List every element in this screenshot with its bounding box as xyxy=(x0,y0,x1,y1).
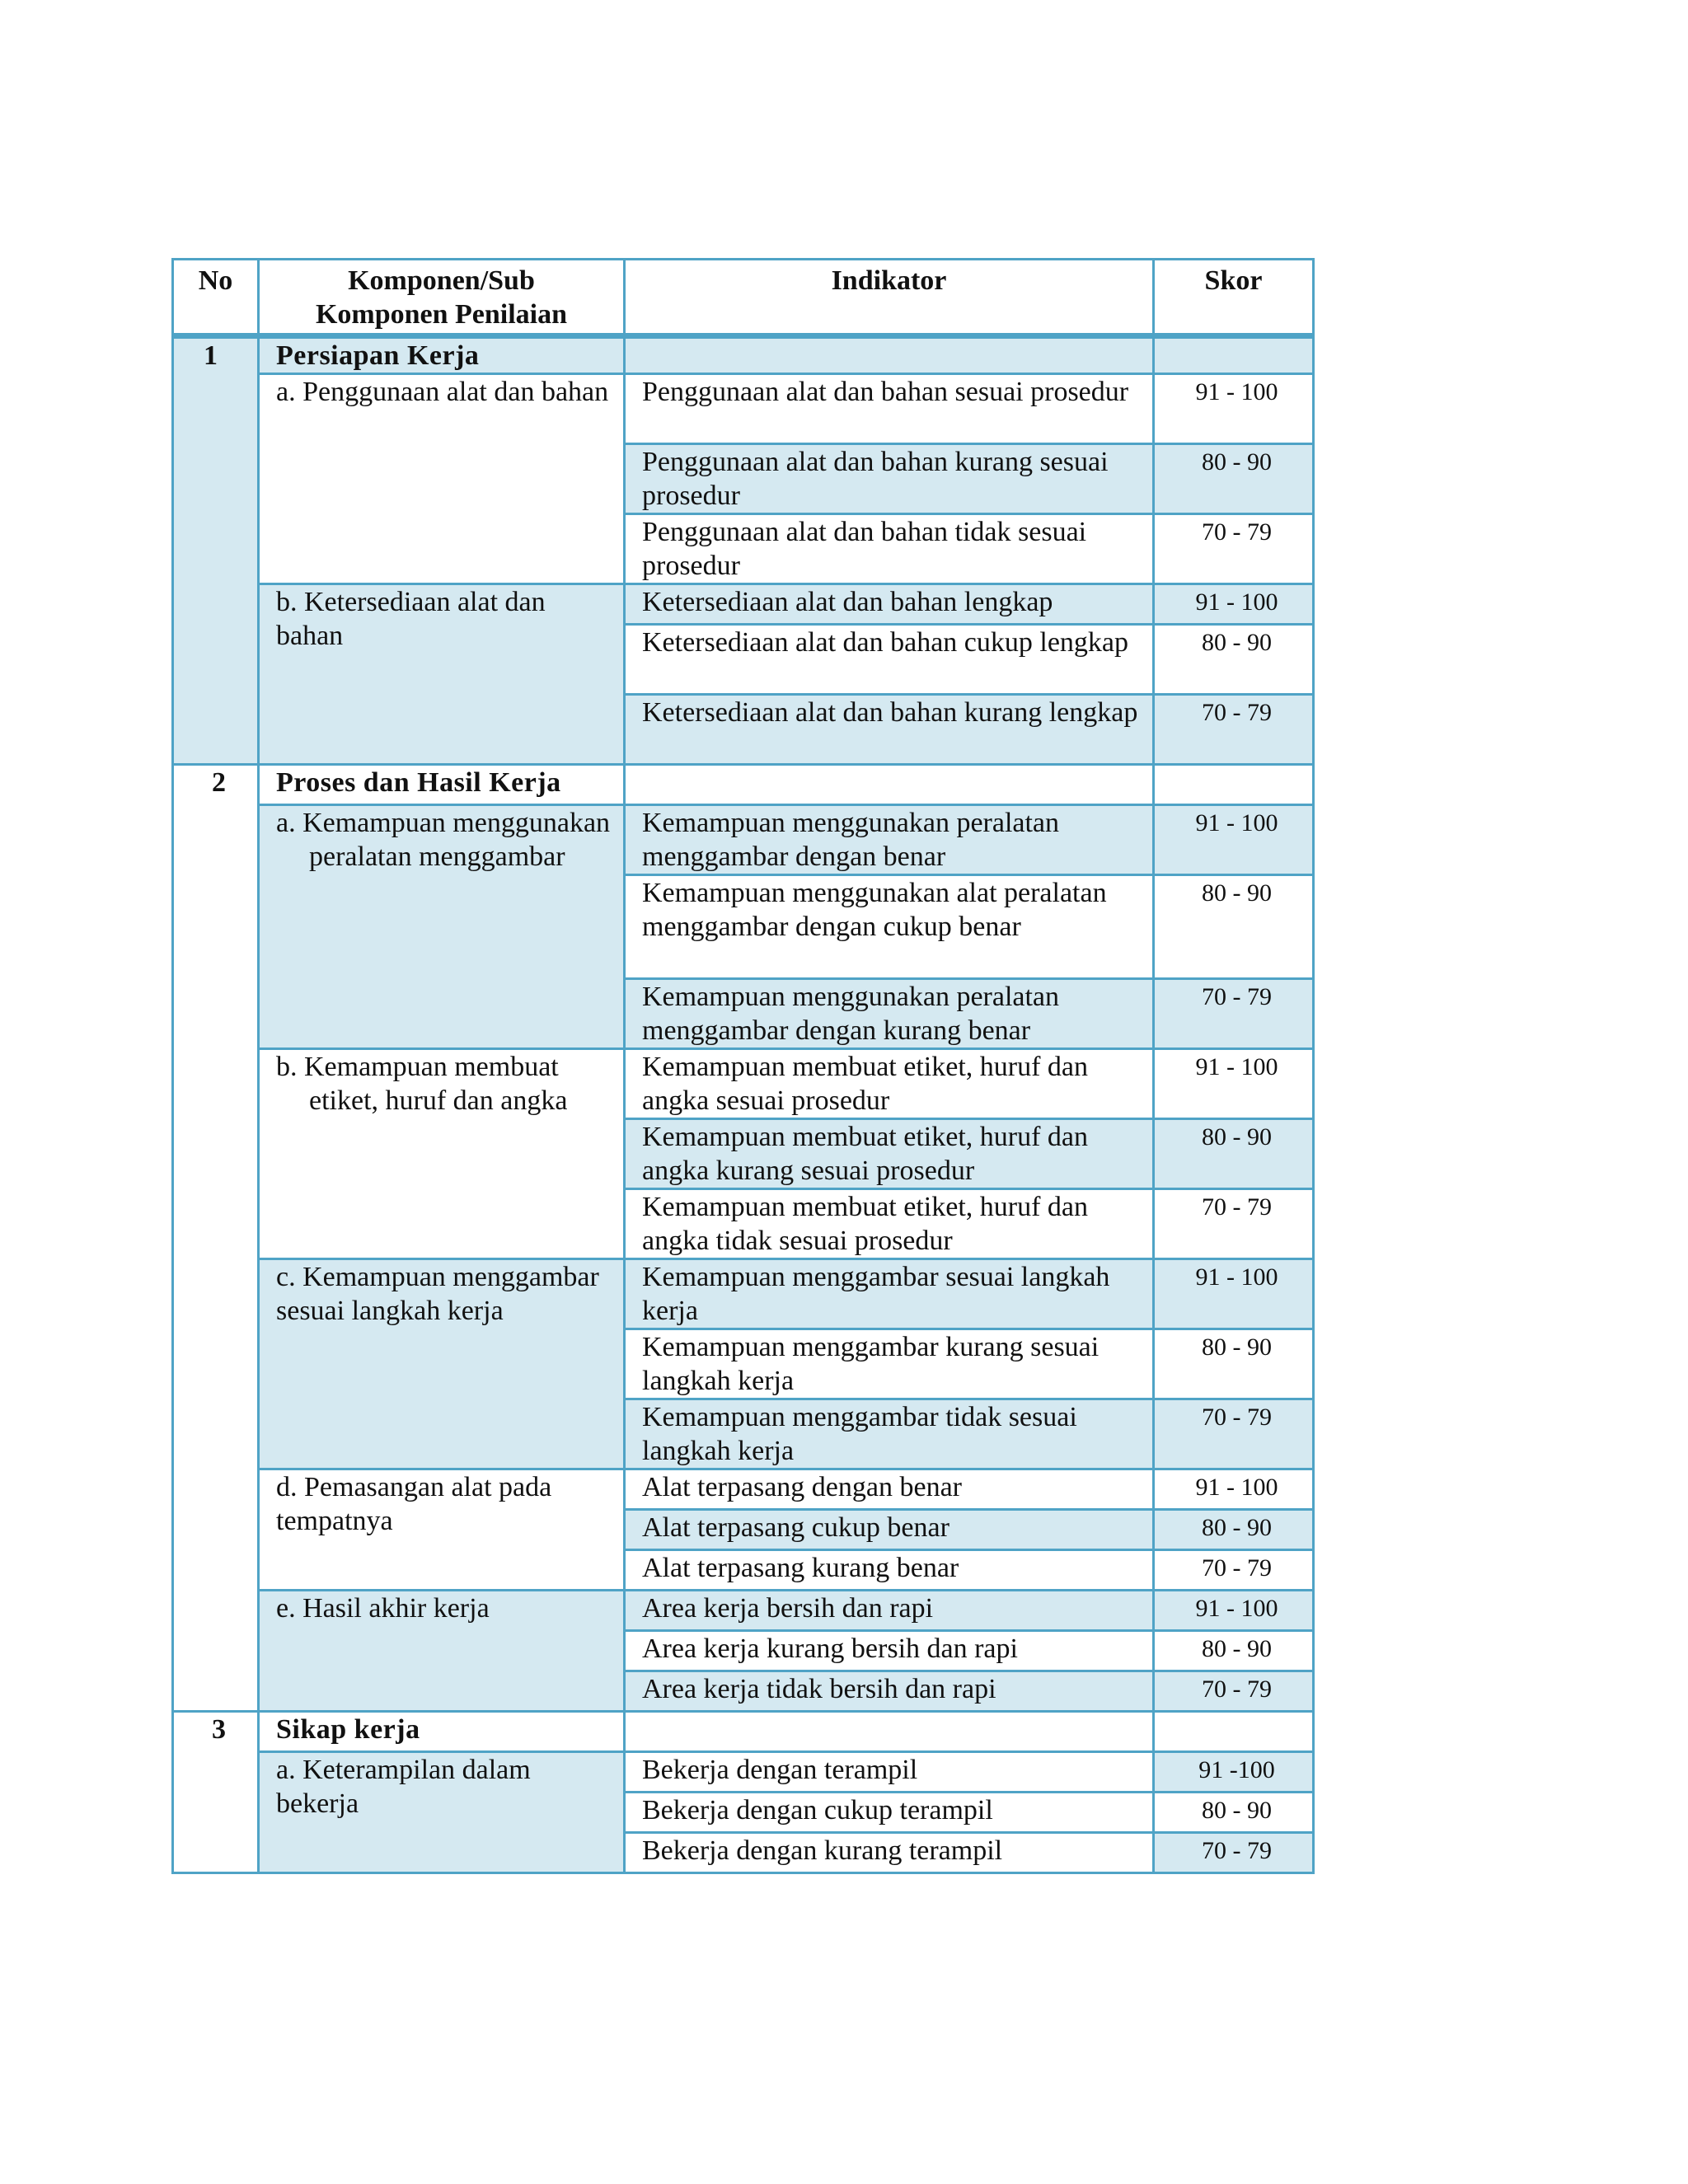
skor-cell: 91 - 100 xyxy=(1154,584,1314,625)
header-indikator: Indikator xyxy=(625,260,1154,336)
skor-cell: 70 - 79 xyxy=(1154,1833,1314,1873)
section-indikator-empty xyxy=(625,1712,1154,1752)
section-number-text: 3 xyxy=(212,1714,226,1745)
sub-component-label: a. Kemampuan menggunakan peralatan menggambar xyxy=(276,808,611,872)
skor-cell: 80 - 90 xyxy=(1154,625,1314,695)
skor-cell: 91 - 100 xyxy=(1154,1591,1314,1631)
sub-component xyxy=(259,1469,625,1591)
section-number xyxy=(173,336,259,765)
table-row xyxy=(173,1591,1314,1631)
indikator-cell: Penggunaan alat dan bahan sesuai prosedur xyxy=(625,374,1154,444)
sub-component xyxy=(259,1049,625,1259)
sub-component-label: d. Pemasangan alat pada tempatnya xyxy=(276,1472,552,1536)
skor-cell: 70 - 79 xyxy=(1154,1189,1314,1259)
table-row xyxy=(173,805,1314,875)
indikator-cell: Alat terpasang dengan benar xyxy=(625,1469,1154,1510)
skor-cell: 91 - 100 xyxy=(1154,805,1314,875)
skor-cell: 70 - 79 xyxy=(1154,1671,1314,1712)
skor-cell: 80 - 90 xyxy=(1154,1510,1314,1550)
sub-component xyxy=(259,1591,625,1712)
table-row xyxy=(173,584,1314,625)
skor-cell: 70 - 79 xyxy=(1154,1550,1314,1591)
skor-cell: 70 - 79 xyxy=(1154,695,1314,765)
header-komponen xyxy=(259,260,625,336)
indikator-cell: Kemampuan membuat etiket, huruf dan angka sesuai prosedur xyxy=(625,1049,1154,1119)
section-title: Sikap kerja xyxy=(259,1712,625,1752)
header-no: No xyxy=(173,260,259,336)
indikator-cell: Ketersediaan alat dan bahan kurang lengkap xyxy=(625,695,1154,765)
sub-component xyxy=(259,1752,625,1873)
indikator-cell: Kemampuan membuat etiket, huruf dan angka tidak sesuai prosedur xyxy=(625,1189,1154,1259)
skor-cell: 70 - 79 xyxy=(1154,979,1314,1049)
skor-cell: 70 - 79 xyxy=(1154,1399,1314,1469)
section-skor-empty xyxy=(1154,1712,1314,1752)
indikator-cell: Kemampuan membuat etiket, huruf dan angka kurang sesuai prosedur xyxy=(625,1119,1154,1189)
table-row xyxy=(173,1752,1314,1793)
indikator-cell: Penggunaan alat dan bahan tidak sesuai prosedur xyxy=(625,514,1154,584)
skor-cell: 91 - 100 xyxy=(1154,1259,1314,1329)
section-skor-empty xyxy=(1154,336,1314,374)
skor-cell: 80 - 90 xyxy=(1154,1119,1314,1189)
table-row xyxy=(173,1469,1314,1510)
skor-cell: 80 - 90 xyxy=(1154,875,1314,979)
section-skor-empty xyxy=(1154,765,1314,805)
sub-component-label: b. Kemampuan membuat etiket, huruf dan angka xyxy=(276,1052,568,1116)
indikator-cell: Kemampuan menggunakan alat peralatan menggambar dengan cukup benar xyxy=(625,875,1154,979)
indikator-cell: Bekerja dengan cukup terampil xyxy=(625,1793,1154,1833)
section-row xyxy=(173,1712,1314,1752)
skor-cell: 91 -100 xyxy=(1154,1752,1314,1793)
skor-cell: 91 - 100 xyxy=(1154,1049,1314,1119)
indikator-cell: Penggunaan alat dan bahan kurang sesuai prosedur xyxy=(625,444,1154,514)
header-komponen-line1: Komponen/Sub xyxy=(348,265,535,296)
indikator-cell: Bekerja dengan terampil xyxy=(625,1752,1154,1793)
assessment-rubric-table xyxy=(171,258,1315,1874)
sub-component-label: c. Kemampuan menggambar sesuai langkah kerja xyxy=(276,1262,599,1326)
section-number xyxy=(173,765,259,1712)
sub-component xyxy=(259,374,625,584)
section-number-text: 2 xyxy=(212,767,226,798)
indikator-cell: Bekerja dengan kurang terampil xyxy=(625,1833,1154,1873)
indikator-cell: Kemampuan menggambar sesuai langkah kerja xyxy=(625,1259,1154,1329)
indikator-cell: Alat terpasang cukup benar xyxy=(625,1510,1154,1550)
section-number-text: 1 xyxy=(204,340,218,371)
sub-component xyxy=(259,1259,625,1469)
sub-component-label: a. Keterampilan dalam bekerja xyxy=(276,1755,531,1819)
section-number xyxy=(173,1712,259,1873)
indikator-cell: Area kerja bersih dan rapi xyxy=(625,1591,1154,1631)
indikator-cell: Area kerja tidak bersih dan rapi xyxy=(625,1671,1154,1712)
section-indikator-empty xyxy=(625,765,1154,805)
sub-component xyxy=(259,584,625,765)
section-row xyxy=(173,336,1314,374)
skor-cell: 70 - 79 xyxy=(1154,514,1314,584)
skor-cell: 80 - 90 xyxy=(1154,444,1314,514)
section-title: Persiapan Kerja xyxy=(259,336,625,374)
indikator-cell: Ketersediaan alat dan bahan cukup lengkap xyxy=(625,625,1154,695)
table-header-row xyxy=(173,260,1314,336)
indikator-cell: Area kerja kurang bersih dan rapi xyxy=(625,1631,1154,1671)
skor-cell: 80 - 90 xyxy=(1154,1631,1314,1671)
indikator-cell: Kemampuan menggunakan peralatan menggambar dengan kurang benar xyxy=(625,979,1154,1049)
skor-cell: 80 - 90 xyxy=(1154,1329,1314,1399)
table-row xyxy=(173,1049,1314,1119)
section-title: Proses dan Hasil Kerja xyxy=(259,765,625,805)
header-komponen-line2: Komponen Penilaian xyxy=(315,299,568,330)
skor-cell: 91 - 100 xyxy=(1154,1469,1314,1510)
indikator-cell: Alat terpasang kurang benar xyxy=(625,1550,1154,1591)
table-row xyxy=(173,1259,1314,1329)
indikator-cell: Ketersediaan alat dan bahan lengkap xyxy=(625,584,1154,625)
section-row xyxy=(173,765,1314,805)
sub-component-label: a. Penggunaan alat dan bahan xyxy=(276,377,609,407)
header-skor: Skor xyxy=(1154,260,1314,336)
sub-component-label: e. Hasil akhir kerja xyxy=(276,1593,490,1624)
indikator-cell: Kemampuan menggunakan peralatan menggambar dengan benar xyxy=(625,805,1154,875)
indikator-cell: Kemampuan menggambar kurang sesuai langkah kerja xyxy=(625,1329,1154,1399)
sub-component-label: b. Ketersediaan alat dan bahan xyxy=(276,587,546,651)
section-indikator-empty xyxy=(625,336,1154,374)
skor-cell: 91 - 100 xyxy=(1154,374,1314,444)
skor-cell: 80 - 90 xyxy=(1154,1793,1314,1833)
indikator-cell: Kemampuan menggambar tidak sesuai langkah kerja xyxy=(625,1399,1154,1469)
sub-component xyxy=(259,805,625,1049)
table-row xyxy=(173,374,1314,444)
